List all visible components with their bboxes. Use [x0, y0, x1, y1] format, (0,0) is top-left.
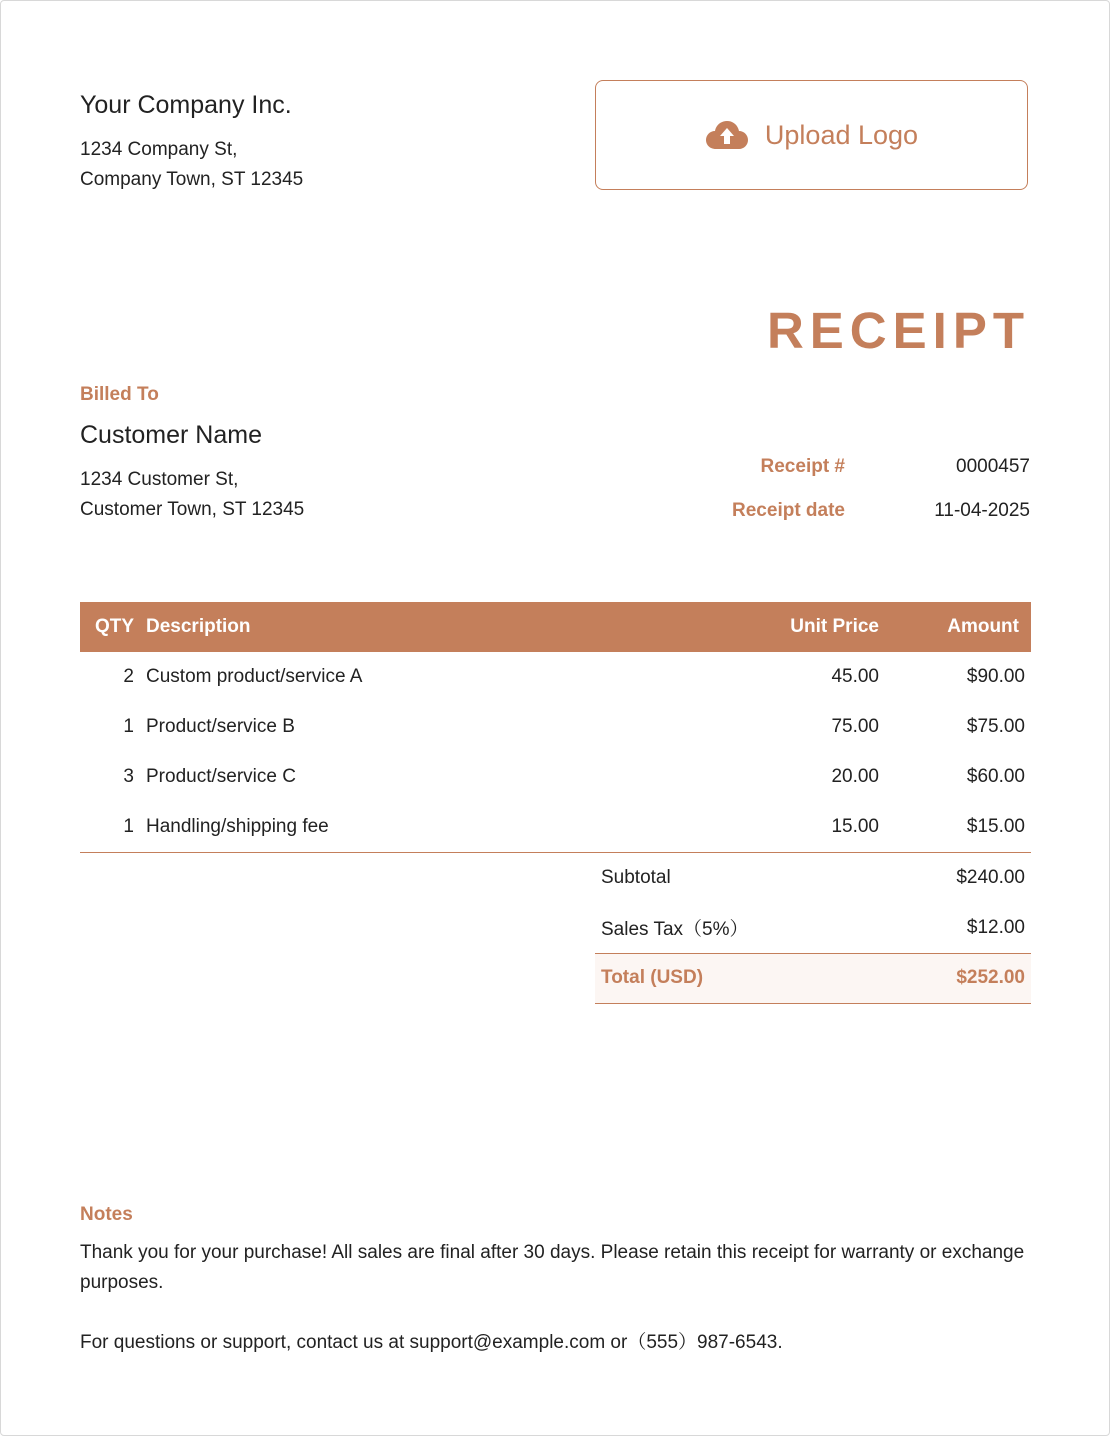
customer-name: Customer Name — [80, 421, 262, 449]
upload-logo-label: Upload Logo — [764, 119, 919, 150]
row-unit-price: 15.00 — [733, 802, 887, 852]
row-description: Product/service B — [146, 716, 295, 737]
table-row — [80, 802, 1031, 852]
receipt-date-label: Receipt date — [732, 500, 845, 521]
notes-paragraph: Thank you for your purchase! All sales are final after 30 days. Please retain this receipt for warranty or exchange purposes. — [80, 1242, 1025, 1293]
table-header-row — [80, 602, 1031, 652]
row-description: Product/service C — [146, 766, 296, 787]
row-qty: 1 — [80, 802, 140, 852]
row-description: Handling/shipping fee — [140, 802, 733, 852]
receipt-number-value: 0000457 — [956, 456, 1030, 477]
row-unit-price: 75.00 — [831, 716, 879, 737]
row-qty: 2 — [123, 666, 134, 687]
customer-address-line1: 1234 Customer St, — [80, 469, 239, 490]
billed-to-label: Billed To — [80, 384, 159, 405]
totals-table — [595, 853, 1031, 1004]
tax-label: Sales Tax（5%） — [601, 919, 749, 941]
company-address-line1: 1234 Company St, — [80, 139, 238, 160]
tax-value: $12.00 — [966, 916, 1025, 938]
row-description: Custom product/service A — [146, 666, 363, 687]
total-row — [595, 953, 1031, 1003]
row-unit-price: 20.00 — [831, 766, 879, 787]
customer-address-line2: Customer Town, ST 12345 — [80, 499, 305, 520]
line-items-table — [80, 602, 1031, 853]
table-row — [80, 752, 1031, 802]
table-row — [80, 652, 1031, 702]
row-amount: $75.00 — [966, 716, 1025, 737]
company-name: Your Company Inc. — [80, 91, 292, 119]
company-address-line2: Company Town, ST 12345 — [80, 169, 304, 190]
row-qty: 3 — [123, 766, 134, 787]
table-row — [80, 702, 1031, 752]
subtotal-row — [595, 853, 1031, 903]
total-value: $252.00 — [885, 953, 1031, 1003]
cloud-upload-icon — [705, 119, 749, 151]
subtotal-label: Subtotal — [601, 867, 671, 888]
row-unit-price: 45.00 — [831, 666, 879, 687]
header-qty: QTY — [94, 616, 134, 637]
total-label: Total (USD) — [595, 953, 885, 1003]
upload-logo-button[interactable] — [595, 80, 1028, 190]
row-amount: $15.00 — [887, 802, 1031, 852]
row-amount: $90.00 — [966, 666, 1025, 687]
notes-body — [80, 1238, 1030, 1358]
notes-label: Notes — [80, 1204, 133, 1225]
row-qty: 1 — [123, 716, 134, 737]
document-title: RECEIPT — [766, 302, 1030, 359]
header-description: Description — [146, 616, 251, 637]
notes-contact-paragraph: For questions or support, contact us at support@example.com or（555）987-6543. — [80, 1332, 783, 1353]
customer-address — [80, 465, 304, 525]
receipt-date-value: 11-04-2025 — [934, 500, 1030, 521]
row-amount: $60.00 — [966, 766, 1025, 787]
subtotal-value: $240.00 — [956, 867, 1025, 888]
receipt-number-label: Receipt # — [760, 456, 845, 477]
header-amount: Amount — [947, 616, 1019, 637]
header-unit-price: Unit Price — [790, 616, 879, 637]
tax-row — [595, 903, 1031, 953]
company-address — [80, 135, 303, 195]
